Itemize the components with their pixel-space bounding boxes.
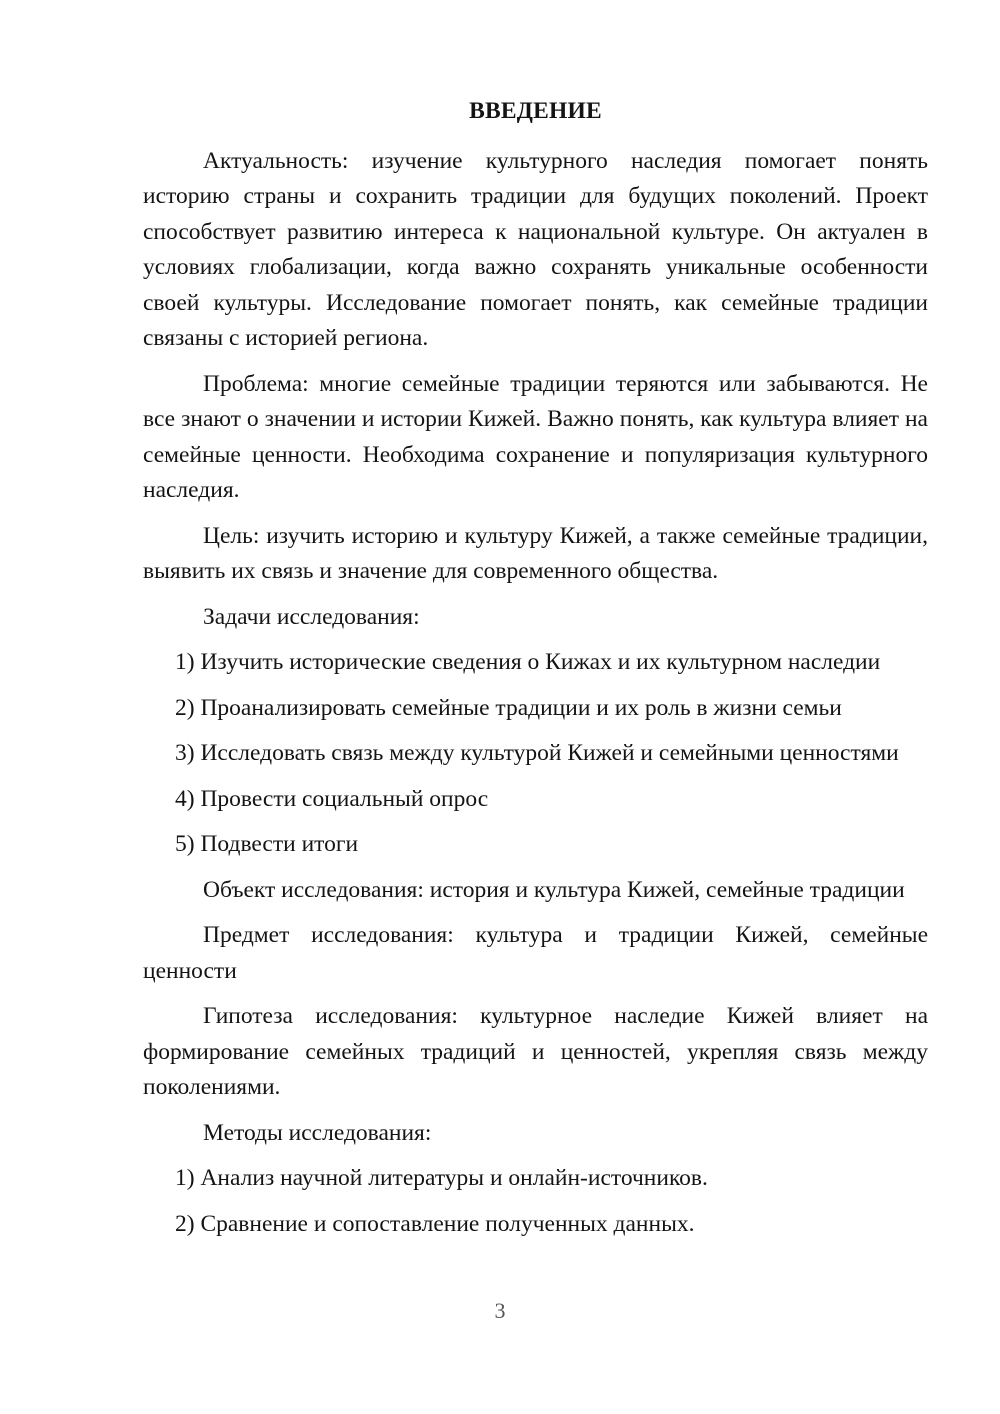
task-item: 3) Исследовать связь между культурой Кижей и семейными ценностями [175,740,899,766]
goal-paragraph: Цель: изучить историю и культуру Кижей, а также семейные традиции, выявить их связь и значение для современного общества. [143,522,928,584]
relevance-paragraph: Актуальность: изучение культурного наследия помогает понять историю страны и сохранить традиции для будущих поколений. Проект способствует развитию интереса к национальной культуре. Он актуален в условиях глобализации, когда важно сохранять уникальные особенности своей культуры. Исследование помогает понять, как семейные традиции связаны с историей региона. [143,147,928,351]
subject-paragraph: Предмет исследования: культура и традиции Кижей, семейные ценности [143,922,928,984]
task-item: 5) Подвести итоги [175,831,359,857]
problem-paragraph: Проблема: многие семейные традиции теряются или забываются. Не все знают о значении и истории Кижей. Важно понять, как культура влияет на семейные ценности. Необходима сохранение и популяризация культурного наследия. [143,370,928,503]
section-title: ВВЕДЕНИЕ [469,98,602,124]
method-item: 2) Сравнение и сопоставление полученных данных. [175,1210,695,1237]
object-paragraph: Объект исследования: история и культура Кижей, семейные традиции [203,876,905,903]
task-item: 2) Проанализировать семейные традиции и их роль в жизни семьи [175,694,842,721]
page-number: 3 [494,1298,506,1323]
method-item: 1) Анализ научной литературы и онлайн-источников. [175,1165,708,1191]
task-item: 4) Провести социальный опрос [175,785,489,812]
task-item: 1) Изучить исторические сведения о Кижах и их культурном наследии [175,649,881,675]
methods-heading: Методы исследования: [203,1119,432,1146]
hypothesis-paragraph: Гипотеза исследования: культурное наследие Кижей влияет на формирование семейных традиций и ценностей, укрепляя связь между поколениями. [143,1003,928,1100]
page-content [143,94,928,1252]
tasks-heading: Задачи исследования: [203,603,420,630]
